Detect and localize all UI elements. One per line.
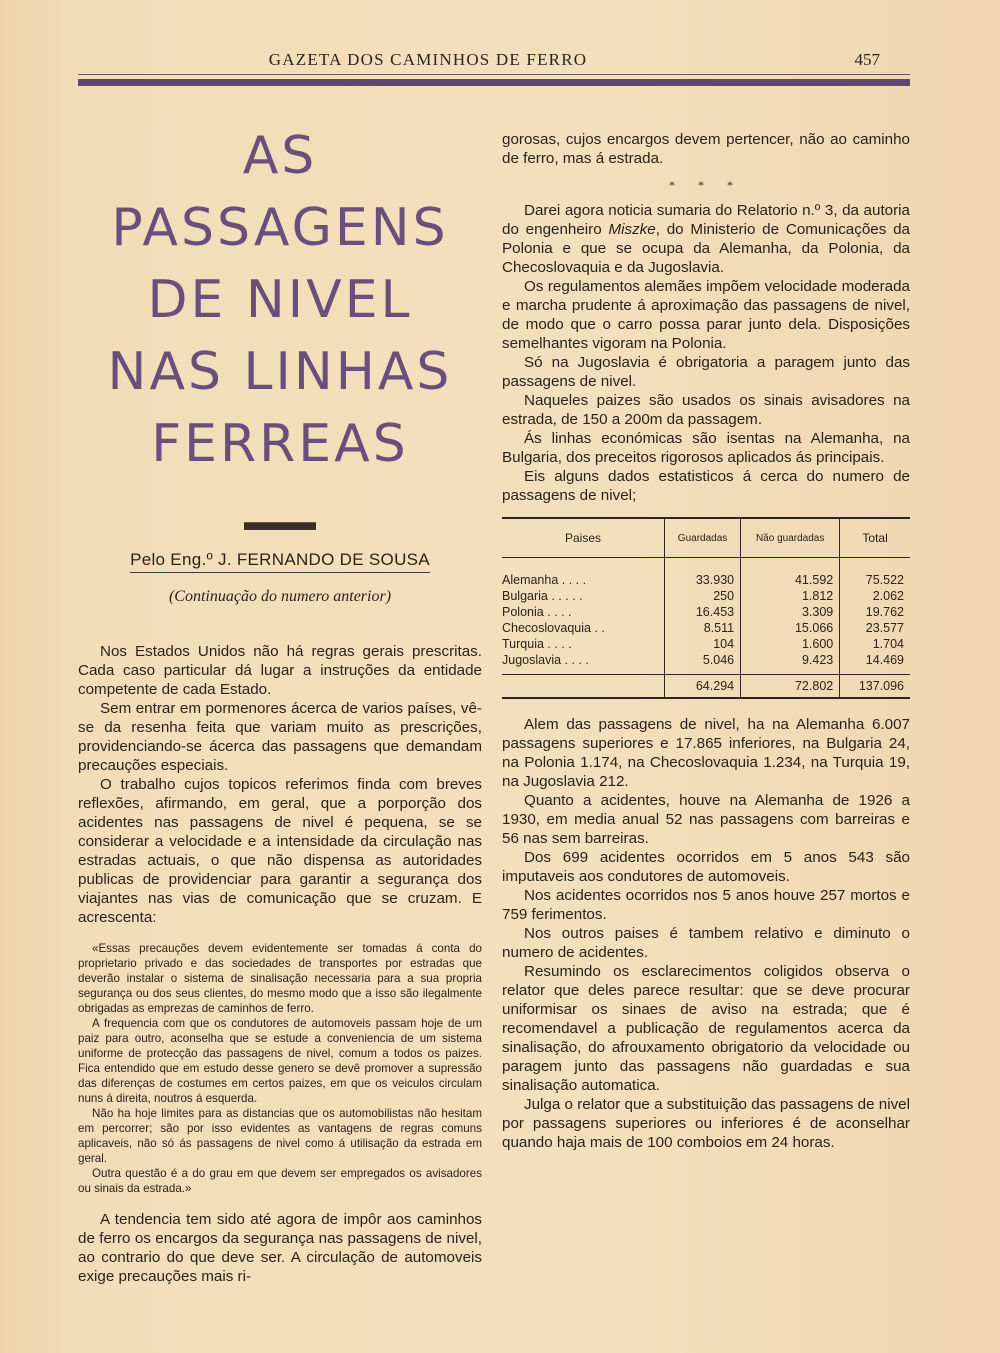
table-row xyxy=(502,588,910,604)
paragraph: Eis alguns dados estatisticos á cerca do numero de passagens de nivel; xyxy=(502,468,910,504)
publication-title: GAZETA DOS CAMINHOS DE FERRO xyxy=(268,50,588,69)
table-row xyxy=(502,652,910,675)
article-title xyxy=(78,120,482,480)
right-body xyxy=(502,715,910,1152)
guarded-cell: 250 xyxy=(665,588,741,604)
country-cell: Checoslovaquia . . xyxy=(502,621,605,635)
paragraph: A tendencia tem sido até agora de impôr aos caminhos de ferro os encargos da segurança nas passagens de nivel, ao contrario do que deve ser. A circulação de automoveis exige precauções mais ri- xyxy=(78,1211,482,1285)
total-cell: 75.522 xyxy=(840,558,910,589)
unguarded-cell: 15.066 xyxy=(741,620,840,636)
paragraph: Nos outros paises é tambem relativo e diminuto o numero de acidentes. xyxy=(502,925,910,961)
block-quote xyxy=(78,941,482,1196)
country-cell: Polonia . . . . xyxy=(502,605,572,619)
continuation-note: (Continuação do numero anterior) xyxy=(168,588,392,605)
guarded-cell: 104 xyxy=(665,636,741,652)
quote-paragraph: A frequencia com que os condutores de automoveis passam hoje de um paiz para outro, aconselha que se estude a conveniencia de um sistema uniforme de protecção das passagens de nivel, comum a todos os paizes. Fica entendido que em estudo desse genero se devê promover a supressão das diferenças de costumes em certos paizes, em que os veiculos circulam nuns á direita, noutros á esquerda. xyxy=(78,1017,482,1105)
paragraph: Só na Jugoslavia é obrigatoria a paragem junto das passagens de nivel. xyxy=(502,354,910,390)
paragraph: Sem entrar em pormenores ácerca de varios países, vê-se da resenha feita que variam muito as prescrições, providenciando-se ácerca das passagens que demandam precauções especiais. xyxy=(78,700,482,774)
paragraph: O trabalho cujos topicos referimos finda com breves reflexões, afirmando, em geral, que a porporção dos acidentes nas passagens de nivel é pequena, se se considerar a velocidade e a intensidade da circulação nas estradas actuais, o que não dispensa as autoridades publicas de providenciar para garantir a segurança dos viajantes nas vias de comunicação que se cruzam. E acrescenta: xyxy=(78,776,482,926)
paragraph: Dos 699 acidentes ocorridos em 5 anos 543 são imputaveis aos condutores de automoveis. xyxy=(502,849,910,885)
country-cell: Turquia . . . . xyxy=(502,637,572,651)
total-cell: 23.577 xyxy=(840,620,910,636)
paragraph: Alem das passagens de nivel, ha na Alemanha 6.007 passagens superiores e 17.865 inferiores, na Bulgaria 24, na Polonia 1.174, na Checoslovaquia 1.234, na Turquia 19, na Jugoslavia 212. xyxy=(502,716,910,790)
total-cell: 2.062 xyxy=(840,588,910,604)
quote-paragraph: Não ha hoje limites para as distancias que os automobilistas não hesitam em percorrer; são por isso evidentes as vantagens de regras comuns aplicaveis, não só ás passagens de nivel como á utilisação da estrada em geral. xyxy=(78,1107,482,1165)
country-cell xyxy=(502,675,665,699)
right-column xyxy=(502,130,910,1152)
unguarded-total: 72.802 xyxy=(741,675,840,699)
unguarded-cell: 1.600 xyxy=(741,636,840,652)
left-body xyxy=(78,642,482,927)
section-separator: * * * xyxy=(669,178,743,192)
country-cell: Alemanha . . . . xyxy=(502,573,587,587)
country-cell: Bulgaria . . . . . xyxy=(502,589,583,603)
grand-total: 137.096 xyxy=(840,675,910,699)
report-text: , do Ministerio de Comunicações da Polonia e que se ocupa da Alemanha, da Polonia, da Checoslovaquia e da Jugoslavia. xyxy=(502,221,910,276)
table-header-row xyxy=(502,518,910,558)
report-text: Darei agora noticia sumaria do Relatorio n.º 3, da autoria do engenheiro xyxy=(502,202,910,238)
title-line: DE NIVEL xyxy=(147,270,413,330)
table-row xyxy=(502,558,910,589)
byline xyxy=(78,550,482,570)
paragraph: Nos acidentes ocorridos nos 5 anos houve 257 mortos e 759 ferimentos. xyxy=(502,887,910,923)
title-divider xyxy=(244,522,316,530)
byline-text: Pelo Eng.º J. FERNANDO DE SOUSA xyxy=(130,550,430,573)
total-cell: 1.704 xyxy=(840,636,910,652)
guarded-cell: 8.511 xyxy=(665,620,741,636)
title-line: AS PASSAGENS xyxy=(111,126,449,258)
level-crossings-table xyxy=(502,517,910,699)
unguarded-cell: 3.309 xyxy=(741,604,840,620)
quote-paragraph: Outra questão é a do grau em que devem ser empregados os avisadores ou sinais da estrada.» xyxy=(78,1167,482,1195)
paragraph xyxy=(502,201,910,277)
guarded-cell: 33.930 xyxy=(665,558,741,589)
paragraph: Ás linhas económicas são isentas na Alemanha, na Bulgaria, dos preceitos rigorosos aplicados ás principais. xyxy=(502,430,910,466)
report-author: Miszke xyxy=(608,221,656,238)
guarded-total: 64.294 xyxy=(665,675,741,699)
page-number: 457 xyxy=(854,50,880,69)
quote-paragraph: «Essas precauções devem evidentemente ser tomadas á conta do proprietario privado e das sociedades de transportes por estradas que deverão instalar o sistema de sinalisação necessaria para a sua propria segurança ou dos seus clientes, do mesmo modo que a isso são ilegalmente obrigadas as emprezas de caminhos de ferro. xyxy=(78,942,482,1015)
column-header: Não guardadas xyxy=(741,518,840,558)
left-column xyxy=(78,120,482,1286)
total-cell: 14.469 xyxy=(840,652,910,675)
column-header: Paises xyxy=(502,518,665,558)
unguarded-cell: 1.812 xyxy=(741,588,840,604)
title-line: NAS LINHAS xyxy=(107,342,453,402)
unguarded-cell: 41.592 xyxy=(741,558,840,589)
paragraph: Quanto a acidentes, houve na Alemanha de 1926 a 1930, em media anual 52 nas passagens com barreiras e 56 nas sem barreiras. xyxy=(502,792,910,847)
table-row xyxy=(502,636,910,652)
table-row xyxy=(502,620,910,636)
unguarded-cell: 9.423 xyxy=(741,652,840,675)
guarded-cell: 16.453 xyxy=(665,604,741,620)
title-line: FERREAS xyxy=(151,414,409,474)
column-header: Guardadas xyxy=(665,518,741,558)
paragraph: Resumindo os esclarecimentos coligidos observa o relator que deles parece resultar: que se deve procurar uniformisar os sinaes de aviso na estrada; que é recomendavel a publicação de regulamentos acerca da sinalisação, do afrouxamento obrigatorio da velocidade ou paragem junto das passagens não guardadas e sua sinalisação automatica. xyxy=(502,963,910,1094)
total-cell: 19.762 xyxy=(840,604,910,620)
guarded-cell: 5.046 xyxy=(665,652,741,675)
page-header xyxy=(78,48,910,76)
table-row xyxy=(502,604,910,620)
header-rule-thick xyxy=(78,79,910,86)
table-total-row xyxy=(502,675,910,699)
paragraph: gorosas, cujos encargos devem pertencer, não ao caminho de ferro, mas á estrada. xyxy=(502,131,910,167)
paragraph: Os regulamentos alemães impõem velocidade moderada e marcha prudente á aproximação das passagens de nivel, de modo que o carro possa parar junto dela. Disposições semelhantes vigoram na Polonia. xyxy=(502,278,910,352)
paragraph: Nos Estados Unidos não há regras gerais prescritas. Cada caso particular dá lugar a instruções da entidade competente de cada Estado. xyxy=(78,643,482,698)
column-header: Total xyxy=(840,518,910,558)
header-rule-thin xyxy=(78,74,910,75)
paragraph: Julga o relator que a substituição das passagens de nivel por passagens superiores ou inferiores é de aconselhar quando haja mais de 100 comboios em 24 horas. xyxy=(502,1096,910,1151)
paragraph: Naqueles paizes são usados os sinais avisadores na estrada, de 150 a 200m da passagem. xyxy=(502,392,910,428)
country-cell: Jugoslavia . . . . xyxy=(502,653,589,667)
